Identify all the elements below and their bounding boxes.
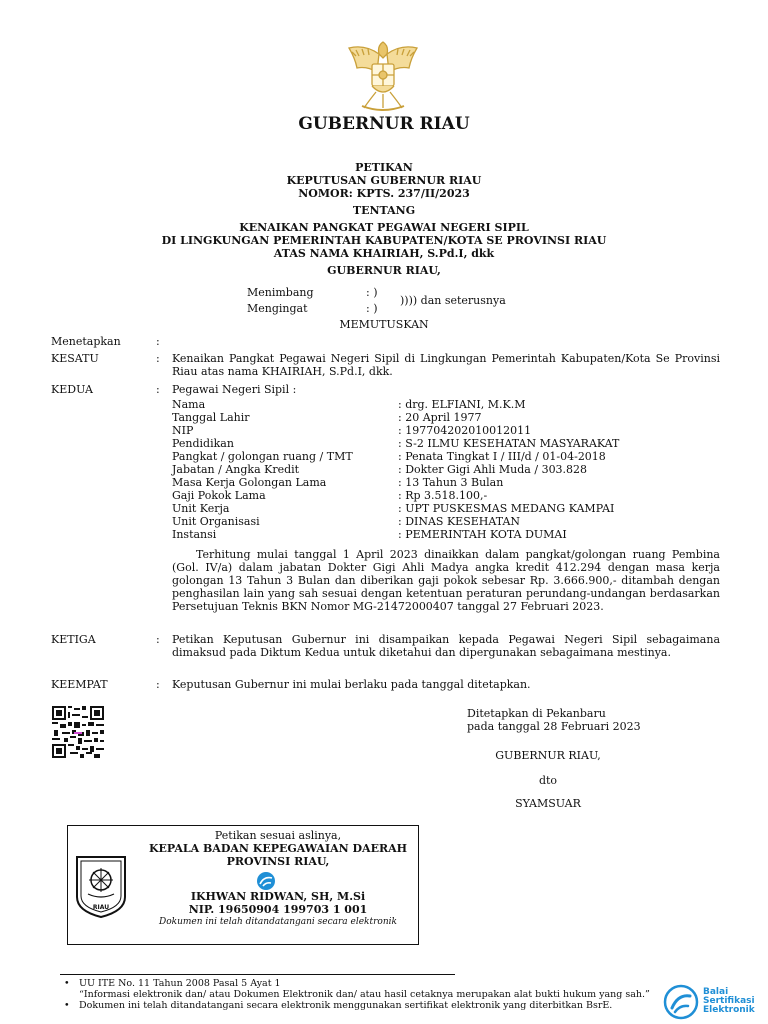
footer-bullet-1: • bbox=[64, 978, 70, 989]
field-value: : Rp 3.518.100,- bbox=[398, 489, 488, 502]
certification-box bbox=[67, 825, 419, 945]
field-row bbox=[172, 502, 722, 515]
field-value: : UPT PUSKESMAS MEDANG KAMPAI bbox=[398, 502, 615, 515]
signature-name: SYAMSUAR bbox=[515, 797, 581, 810]
signature-dto: dto bbox=[538, 774, 558, 787]
mengingat-colon: : ) bbox=[366, 302, 378, 315]
field-label: Gaji Pokok Lama bbox=[172, 489, 266, 502]
keempat-colon: : bbox=[156, 678, 160, 691]
field-label: Nama bbox=[172, 398, 206, 411]
footer-divider bbox=[60, 974, 455, 975]
bsre-line-1: Balai bbox=[703, 987, 729, 997]
kedua-label: KEDUA bbox=[51, 383, 93, 396]
gubernur-heading: GUBERNUR RIAU, bbox=[327, 264, 441, 277]
field-row bbox=[172, 489, 722, 502]
field-row bbox=[172, 476, 722, 489]
nomor-heading: NOMOR: KPTS. 237/II/2023 bbox=[298, 187, 470, 200]
field-label: Unit Organisasi bbox=[172, 515, 260, 528]
field-row bbox=[172, 424, 722, 437]
field-row bbox=[172, 437, 722, 450]
field-label: NIP bbox=[172, 424, 194, 437]
menimbang-label: Menimbang bbox=[247, 286, 314, 299]
employee-fields bbox=[172, 398, 722, 541]
bsre-line-3: Elektronik bbox=[703, 1005, 755, 1015]
cert-note: Dokumen ini telah ditandatangani secara elektronik bbox=[159, 917, 397, 927]
kedua-paragraph: Terhitung mulai tanggal 1 April 2023 dinaikkan dalam pangkat/golongan ruang Pembina (Gol. IV/a) dalam jabatan Dokter Gigi Ahli Madya angka kredit 412.294 dengan masa kerja golongan 13 Tahun 3 Bulan dan diberikan gaji pokok sebesar Rp. 3.666.900,- ditambah dengan penghasilan lain yang sah sesuai dengan ketentuan peraturan perundang-undangan berdasarkan Persetujuan Teknis BKN Nomor MG-21472000407 tanggal 27 Februari 2023. bbox=[172, 548, 720, 613]
page-title: GUBERNUR RIAU bbox=[298, 114, 470, 134]
field-value: : drg. ELFIANI, M.K.M bbox=[398, 398, 526, 411]
keempat-label: KEEMPAT bbox=[51, 678, 108, 691]
field-row bbox=[172, 528, 722, 541]
ketiga-label: KETIGA bbox=[51, 633, 96, 646]
field-value: : S-2 ILMU KESEHATAN MASYARAKAT bbox=[398, 437, 620, 450]
seterusnya-text: )))) dan seterusnya bbox=[400, 294, 506, 307]
kesatu-label: KESATU bbox=[51, 352, 99, 365]
menetapkan-colon: : bbox=[156, 335, 160, 348]
mengingat-label: Mengingat bbox=[247, 302, 308, 315]
menimbang-colon: : ) bbox=[366, 286, 378, 299]
subject-line-2: DI LINGKUNGAN PEMERINTAH KABUPATEN/KOTA SE PROVINSI RIAU bbox=[161, 234, 607, 247]
menetapkan-label: Menetapkan bbox=[51, 335, 121, 348]
field-row bbox=[172, 463, 722, 476]
cert-signer-nip: NIP. 19650904 199703 1 001 bbox=[188, 903, 368, 916]
subject-line-3: ATAS NAMA KHAIRIAH, S.Pd.I, dkk bbox=[273, 247, 495, 260]
kesatu-colon: : bbox=[156, 352, 160, 365]
field-value: : Dokter Gigi Ahli Muda / 303.828 bbox=[398, 463, 588, 476]
field-label: Unit Kerja bbox=[172, 502, 230, 515]
cert-line-1: Petikan sesuai aslinya, bbox=[214, 829, 342, 842]
field-label: Jabatan / Angka Kredit bbox=[172, 463, 300, 476]
field-label: Instansi bbox=[172, 528, 217, 541]
field-label: Tanggal Lahir bbox=[172, 411, 250, 424]
footer-bullet-2: • bbox=[64, 1000, 70, 1011]
field-row bbox=[172, 398, 722, 411]
field-value: : 13 Tahun 3 Bulan bbox=[398, 476, 504, 489]
memutuskan-heading: MEMUTUSKAN bbox=[339, 318, 429, 331]
field-row bbox=[172, 411, 722, 424]
field-row bbox=[172, 515, 722, 528]
kedua-intro: Pegawai Negeri Sipil : bbox=[172, 383, 297, 396]
field-label: Pendidikan bbox=[172, 437, 234, 450]
seal-text: RIAU bbox=[92, 904, 110, 911]
kedua-colon: : bbox=[156, 383, 160, 396]
bsre-logo-text bbox=[703, 988, 763, 1015]
ditetapkan-text: Ditetapkan di Pekanbaru bbox=[467, 707, 606, 720]
cert-line-2: KEPALA BADAN KEPEGAWAIAN DAERAH bbox=[148, 842, 408, 855]
bsre-logo-icon bbox=[663, 984, 699, 1020]
tanggal-text: pada tanggal 28 Februari 2023 bbox=[467, 720, 641, 733]
keputusan-heading: KEPUTUSAN GUBERNUR RIAU bbox=[286, 174, 482, 187]
footer-item-1: UU ITE No. 11 Tahun 2008 Pasal 5 Ayat 1 bbox=[79, 978, 281, 989]
ketiga-colon: : bbox=[156, 633, 160, 646]
field-label: Masa Kerja Golongan Lama bbox=[172, 476, 327, 489]
field-label: Pangkat / golongan ruang / TMT bbox=[172, 450, 353, 463]
subject-line-1: KENAIKAN PANGKAT PEGAWAI NEGERI SIPIL bbox=[239, 221, 529, 234]
qr-code bbox=[52, 706, 104, 758]
tentang-heading: TENTANG bbox=[352, 204, 416, 217]
ketiga-text: Petikan Keputusan Gubernur ini disampaikan kepada Pegawai Negeri Sipil sebagaimana dimaksud pada Diktum Kedua untuk diketahui dan dipergunakan sebagaimana mestinya. bbox=[172, 633, 720, 659]
field-value: : 20 April 1977 bbox=[398, 411, 482, 424]
signature-gubernur: GUBERNUR RIAU, bbox=[495, 749, 601, 762]
keempat-text: Keputusan Gubernur ini mulai berlaku pada tanggal ditetapkan. bbox=[172, 678, 531, 691]
cert-line-3: PROVINSI RIAU, bbox=[226, 855, 330, 868]
footer-item-1-quote: “Informasi elektronik dan/ atau Dokumen Elektronik dan/ atau hasil cetaknya merupakan alat bukti hukum yang sah.” bbox=[79, 989, 650, 1000]
field-row bbox=[172, 450, 722, 463]
riau-seal-icon bbox=[74, 854, 128, 920]
kesatu-text: Kenaikan Pangkat Pegawai Negeri Sipil di Lingkungan Pemerintah Kabupaten/Kota Se Provinsi Riau atas nama KHAIRIAH, S.Pd.I, dkk. bbox=[172, 352, 720, 378]
e-signature-icon bbox=[255, 871, 277, 891]
garuda-emblem-icon bbox=[340, 30, 426, 116]
footer-item-2: Dokumen ini telah ditandatangani secara elektronik menggunakan sertifikat elektronik yang diterbitkan BsrE. bbox=[79, 1000, 613, 1011]
bsre-line-2: Sertifikasi bbox=[703, 996, 755, 1006]
field-value: : PEMERINTAH KOTA DUMAI bbox=[398, 528, 567, 541]
field-value: : 197704202010012011 bbox=[398, 424, 532, 437]
cert-signer-name: IKHWAN RIDWAN, SH, M.Si bbox=[190, 890, 366, 903]
field-value: : Penata Tingkat I / III/d / 01-04-2018 bbox=[398, 450, 606, 463]
petikan-heading: PETIKAN bbox=[355, 161, 413, 174]
field-value: : DINAS KESEHATAN bbox=[398, 515, 521, 528]
